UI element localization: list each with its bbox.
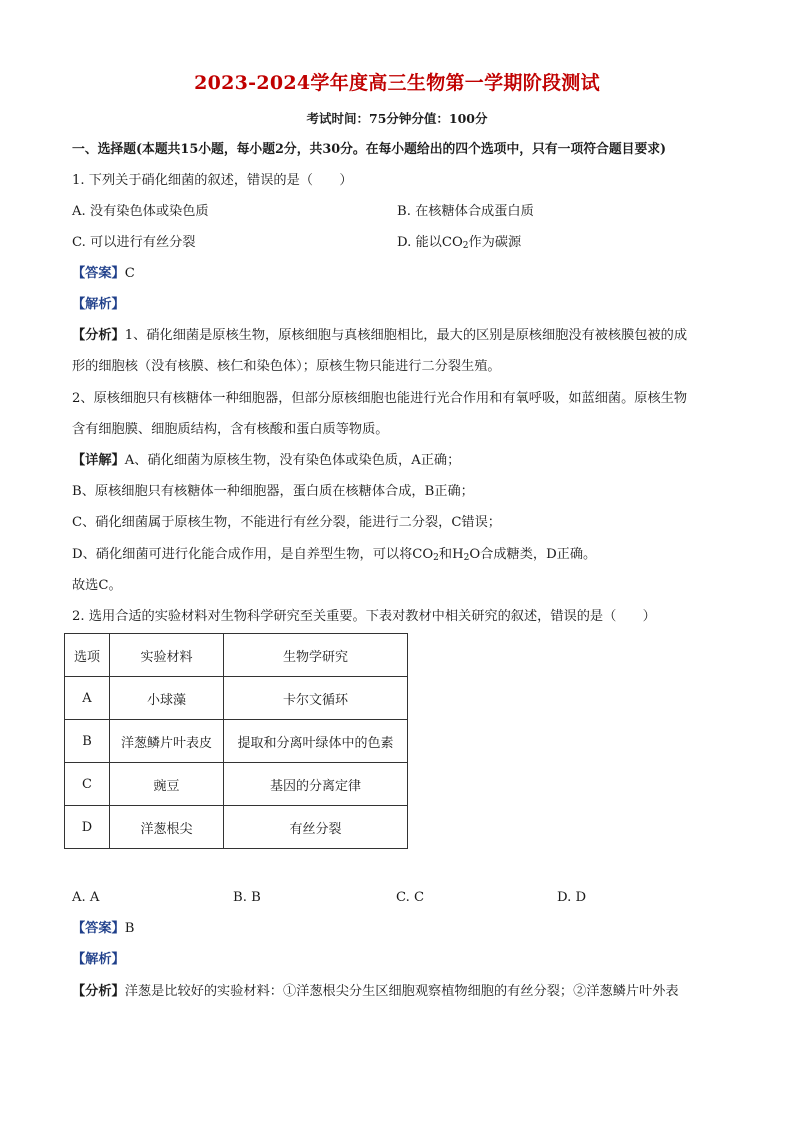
- xiangjie-text: A、硝化细菌为原核生物，没有染色体或染色质，A正确；: [124, 453, 461, 468]
- q2-option-d: D. D: [557, 890, 587, 905]
- q1-fenxi-line2: 形的细胞核（没有核膜、核仁和染色体）；原核生物只能进行二分裂生殖。: [72, 359, 501, 374]
- q1-analysis-label: [72, 296, 732, 314]
- table-cell: D: [65, 806, 110, 849]
- q2-answer: [72, 920, 732, 938]
- q1-option-a: A. 没有染色体或染色质: [72, 204, 209, 219]
- xj4-sub2: 2: [463, 553, 470, 563]
- q1-conclusion: 故选C。: [72, 578, 122, 593]
- table-header-cell: 实验材料: [110, 634, 224, 677]
- fenxi-text: 洋葱是比较好的实验材料：①洋葱根尖分生区细胞观察植物细胞的有丝分裂；②洋葱鳞片叶外表: [124, 984, 679, 999]
- q1-option-d-suffix: 作为碳源: [468, 235, 522, 250]
- q1-option-d-prefix: D. 能以CO: [397, 235, 463, 250]
- table-cell: 卡尔文循环: [224, 677, 408, 720]
- section-header: 一、选择题(本题共15小题，每小题2分，共30分。在每小题给出的四个选项中，只有一项符合题目要求): [72, 142, 667, 157]
- analysis-tag: 【解析】: [72, 297, 125, 312]
- exam-info: 考试时间：75分钟分值：100分: [306, 111, 488, 126]
- q2-stem: 2. 选用合适的实验材料对生物科学研究至关重要。下表对教材中相关研究的叙述，错误的是（ ）: [72, 609, 656, 624]
- page-title: 2023-2024学年度高三生物第一学期阶段测试: [194, 72, 600, 94]
- xiangjie-tag: 【详解】: [72, 453, 125, 468]
- table-cell: 有丝分裂: [224, 806, 408, 849]
- table-header-cell: 选项: [65, 634, 110, 677]
- table-cell: C: [65, 763, 110, 806]
- fenxi-text: 1、硝化细菌是原核生物，原核细胞与真核细胞相比，最大的区别是原核细胞没有被核膜包被的成: [124, 328, 688, 343]
- q1-option-d: [397, 234, 521, 255]
- q2-option-b: B. B: [233, 890, 261, 905]
- q1-xiangjie-line3: C、硝化细菌属于原核生物，不能进行有丝分裂，能进行二分裂，C错误；: [72, 515, 501, 530]
- analysis-tag: 【解析】: [72, 952, 125, 967]
- q1-fenxi-line4: 含有细胞膜、细胞质结构，含有核酸和蛋白质等物质。: [72, 422, 389, 437]
- table-row: [65, 720, 408, 763]
- xj4-a: D、硝化细菌可进行化能合成作用，是自养型生物，可以将CO: [72, 547, 434, 562]
- table-cell: 豌豆: [110, 763, 224, 806]
- table-row: [65, 806, 408, 849]
- q2-analysis-label: [72, 951, 732, 969]
- answer-value: B: [124, 921, 135, 936]
- table-header-row: [65, 634, 408, 677]
- q1-stem: 1. 下列关于硝化细菌的叙述，错误的是（ ）: [72, 173, 353, 188]
- q1-fenxi-line3: 2、原核细胞只有核糖体一种细胞器，但部分原核细胞也能进行光合作用和有氧呼吸，如蓝细菌。原核生物: [72, 391, 688, 406]
- table-cell: 小球藻: [110, 677, 224, 720]
- table-cell: 洋葱根尖: [110, 806, 224, 849]
- table-row: [65, 677, 408, 720]
- q1-xiangjie-line4: [72, 546, 732, 567]
- table-cell: B: [65, 720, 110, 763]
- xj4-c: O合成糖类，D正确。: [469, 547, 597, 562]
- q1-xiangjie-line1: [72, 452, 732, 470]
- xj4-sub1: 2: [433, 553, 439, 563]
- answer-tag: 【答案】: [72, 921, 125, 936]
- table-cell: 洋葱鳞片叶表皮: [110, 720, 224, 763]
- fenxi-tag: 【分析】: [72, 328, 125, 343]
- table-header-cell: 生物学研究: [224, 634, 408, 677]
- answer-value: C: [124, 266, 135, 281]
- q2-option-c: C. C: [396, 890, 425, 905]
- q1-answer: [72, 265, 732, 283]
- table-row: [65, 763, 408, 806]
- fenxi-tag: 【分析】: [72, 984, 125, 999]
- xj4-b: 和H: [438, 547, 464, 562]
- table-cell: 基因的分离定律: [224, 763, 408, 806]
- q2-option-a: A. A: [72, 890, 100, 905]
- q2-fenxi-line1: [72, 983, 732, 1001]
- q1-option-d-sub: 2: [462, 241, 469, 251]
- q1-option-b: B. 在核糖体合成蛋白质: [397, 204, 534, 219]
- table-cell: 提取和分离叶绿体中的色素: [224, 720, 408, 763]
- q1-xiangjie-line2: B、原核细胞只有核糖体一种细胞器，蛋白质在核糖体合成，B正确；: [72, 484, 474, 499]
- q1-fenxi-line1: [72, 327, 732, 345]
- q1-option-c: C. 可以进行有丝分裂: [72, 235, 196, 250]
- q2-table: [64, 633, 408, 849]
- answer-tag: 【答案】: [72, 266, 125, 281]
- table-cell: A: [65, 677, 110, 720]
